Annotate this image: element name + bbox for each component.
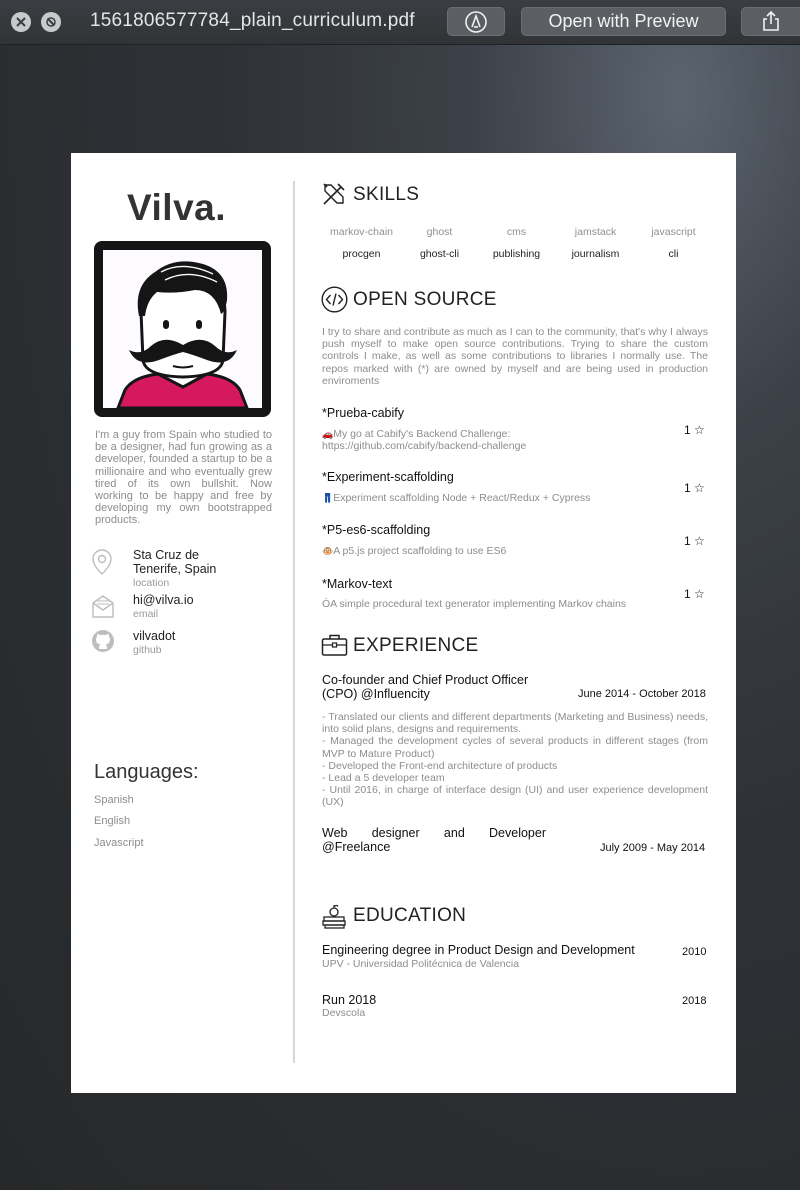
education-school: Devscola: [322, 1007, 366, 1019]
skill-tag: jamstack: [574, 226, 617, 238]
experience-title: EXPERIENCE: [353, 635, 479, 656]
repo-stars: 1 ☆: [684, 423, 705, 437]
skill-tag: markov-chain: [329, 226, 394, 238]
block-icon[interactable]: [41, 12, 61, 32]
briefcase-icon: [321, 633, 348, 657]
tools-icon: [321, 181, 347, 207]
education-degree: Engineering degree in Product Design and Development: [322, 943, 635, 957]
column-divider: [293, 181, 295, 1063]
education-year: 2010: [682, 946, 707, 958]
languages-title: Languages:: [94, 761, 199, 783]
repo-description: 🚗My go at Cabify's Backend Challenge: https://github.com/cabify/backend-challenge: [322, 428, 527, 452]
repo-stars: 1 ☆: [684, 481, 705, 495]
repo-description: ÓA simple procedural text generator implementing Markov chains: [322, 598, 627, 610]
skill-tag: ghost: [426, 226, 453, 238]
repo-emoji-icon: 🚗: [322, 429, 334, 439]
job-title: Co-founder and Chief Product Officer (CPO) @Influencity: [322, 673, 529, 701]
close-icon[interactable]: [11, 12, 31, 32]
contact-github: [91, 629, 281, 657]
github-label: github: [133, 644, 162, 656]
skill-tag: procgen: [342, 248, 381, 260]
file-name: 1561806577784_plain_curriculum.pdf: [90, 10, 415, 31]
repo-name[interactable]: *P5-es6-scaffolding: [322, 523, 431, 537]
markup-pen-icon: [464, 10, 488, 34]
repo-description: 👖Experiment scaffolding Node + React/Redux + Cypress: [322, 492, 591, 504]
repo-name[interactable]: *Markov-text: [322, 577, 393, 591]
education-year: 2018: [682, 995, 707, 1007]
share-button[interactable]: [741, 7, 800, 36]
skill-tag: javascript: [651, 226, 696, 238]
education-title: EDUCATION: [353, 905, 467, 926]
open-source-title: OPEN SOURCE: [353, 289, 497, 310]
avatar-illustration: [103, 250, 262, 408]
skill-tag: journalism: [571, 248, 620, 260]
skill-tag: ghost-cli: [419, 248, 460, 260]
resume-name: Vilva.: [127, 187, 227, 228]
bio-text: I'm a guy from Spain who studied to be a designer, had fun growing as a developer, founded a startup to be a millionaire and who eventually grew tired of its own bullshit. Now working to be happy and free by developing my own bootstrapped products.: [95, 429, 272, 527]
language-item: English: [94, 815, 131, 827]
language-item: Spanish: [94, 794, 134, 806]
repo-description: 🐵A p5.js project scaffolding to use ES6: [322, 545, 507, 557]
location-label: location: [133, 577, 170, 589]
education-degree: Run 2018: [322, 993, 377, 1007]
repo-emoji-icon: 🐵: [322, 546, 334, 556]
share-icon: [761, 10, 781, 32]
email-label: email: [133, 608, 159, 620]
skills-title: SKILLS: [353, 184, 420, 205]
avatar: [94, 241, 271, 417]
language-item: Javascript: [94, 837, 144, 849]
viewer-toolbar: [0, 0, 800, 45]
contact-location: [91, 548, 281, 589]
skill-tag: cms: [506, 226, 527, 238]
job-dates: June 2014 - October 2018: [578, 688, 706, 700]
open-source-intro: I try to share and contribute as much as I can to the community, that's why I always push myself to make open source contributions. Trying to share the custom controls I make, as well as some contributions to libraries I normally use. The repos marked with (*) are owned by myself and are being used in production enviroments: [322, 326, 708, 387]
email-value[interactable]: hi@vilva.io: [133, 593, 194, 607]
github-value[interactable]: vilvadot: [133, 629, 176, 643]
repo-emoji-icon: 👖: [322, 493, 334, 503]
skill-tag: cli: [668, 248, 679, 260]
repo-name[interactable]: *Prueba-cabify: [322, 406, 404, 420]
job-title: Web designer and Developer @Freelance: [322, 826, 546, 854]
skill-tag: publishing: [492, 248, 541, 260]
job-description: - Translated our clients and different departments (Marketing and Business) needs, into solid plans, designs and requirements. - Managed the development cycles of several products in different stages (from MVP to Mature Product) - Developed the Front-end architecture of products - Lead a 5 developer team - Until 2016, in charge of interface design (UI) and user experience development (UX): [322, 711, 708, 809]
github-icon: [91, 629, 115, 653]
resume-page: [71, 153, 736, 1093]
location-value: Sta Cruz de Tenerife, Spain: [133, 548, 217, 576]
repo-name[interactable]: *Experiment-scaffolding: [322, 470, 454, 484]
email-icon: [91, 593, 115, 619]
location-pin-icon: [91, 548, 113, 576]
education-school: UPV - Universidad Politécnica de Valencia: [322, 958, 520, 970]
open-with-preview-button[interactable]: Open with Preview: [521, 7, 726, 36]
code-icon: [321, 286, 348, 313]
contact-email: [91, 593, 281, 621]
repo-stars: 1 ☆: [684, 534, 705, 548]
markup-button[interactable]: [447, 7, 505, 36]
job-dates: July 2009 - May 2014: [600, 842, 706, 854]
repo-stars: 1 ☆: [684, 587, 705, 601]
books-apple-icon: [321, 903, 347, 929]
